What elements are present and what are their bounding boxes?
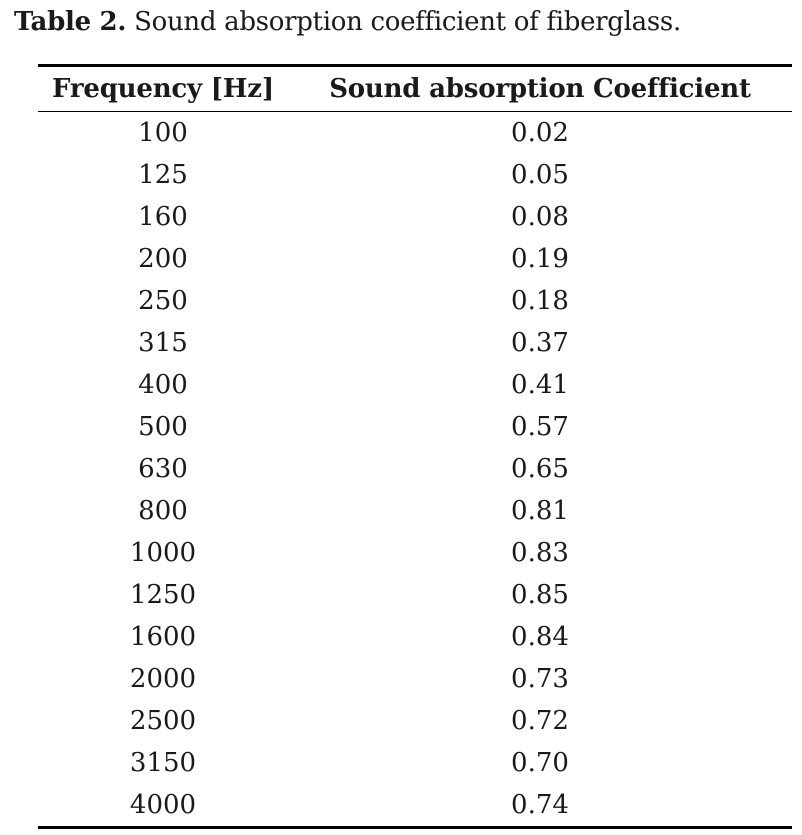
frequency-cell: 630	[138, 454, 188, 484]
frequency-cell: 800	[138, 496, 188, 526]
absorption-coefficient-cell: 0.05	[511, 160, 569, 190]
frequency-cell: 200	[138, 244, 188, 274]
absorption-coefficient-cell: 0.85	[511, 580, 569, 610]
frequency-cell: 125	[138, 160, 188, 190]
table-row	[38, 364, 792, 406]
absorption-coefficient-cell: 0.65	[511, 454, 569, 484]
absorption-coefficient-cell: 0.02	[511, 118, 569, 148]
absorption-coefficient-cell: 0.74	[511, 790, 569, 820]
table-row	[38, 574, 792, 616]
absorption-coefficient-cell: 0.57	[511, 412, 569, 442]
frequency-cell: 400	[138, 370, 188, 400]
table-row	[38, 238, 792, 280]
absorption-coefficient-cell: 0.72	[511, 706, 569, 736]
header-row	[38, 67, 792, 111]
frequency-cell: 1250	[129, 580, 197, 610]
absorption-coefficient-cell: 0.81	[511, 496, 569, 526]
data-table-body	[38, 112, 792, 826]
data-table	[38, 67, 792, 111]
frequency-cell: 250	[138, 286, 188, 316]
frequency-cell: 3150	[129, 748, 197, 778]
table-row	[38, 112, 792, 154]
frequency-cell: 100	[138, 118, 188, 148]
frequency-cell: 160	[138, 202, 188, 232]
frequency-cell: 1000	[129, 538, 197, 568]
absorption-coefficient-cell: 0.70	[511, 748, 569, 778]
table-row	[38, 280, 792, 322]
table-row	[38, 616, 792, 658]
table-row	[38, 658, 792, 700]
frequency-cell: 4000	[129, 790, 197, 820]
frequency-cell: 2500	[129, 706, 197, 736]
absorption-coefficient-cell: 0.41	[511, 370, 569, 400]
table-row	[38, 742, 792, 784]
table-row	[38, 490, 792, 532]
table-bottom-rule	[38, 826, 792, 829]
absorption-coefficient-cell: 0.84	[511, 622, 569, 652]
caption-text: Sound absorption coefficient of fiberglass.	[134, 7, 681, 37]
table-row	[38, 196, 792, 238]
table-row	[38, 322, 792, 364]
table-row	[38, 700, 792, 742]
table-row	[38, 448, 792, 490]
data-table-container	[38, 64, 792, 829]
absorption-coefficient-cell: 0.18	[511, 286, 569, 316]
column-header-frequency: Frequency [Hz]	[52, 74, 274, 104]
table-row	[38, 154, 792, 196]
absorption-coefficient-cell: 0.37	[511, 328, 569, 358]
frequency-cell: 1600	[129, 622, 197, 652]
table-caption	[14, 4, 681, 40]
frequency-cell: 500	[138, 412, 188, 442]
frequency-cell: 2000	[129, 664, 197, 694]
table-row	[38, 532, 792, 574]
absorption-coefficient-cell: 0.08	[511, 202, 569, 232]
absorption-coefficient-cell: 0.73	[511, 664, 569, 694]
absorption-coefficient-cell: 0.19	[511, 244, 569, 274]
table-row	[38, 784, 792, 826]
table-row	[38, 406, 792, 448]
absorption-coefficient-cell: 0.83	[511, 538, 569, 568]
column-header-absorption-coefficient: Sound absorption Coefficient	[329, 74, 751, 104]
frequency-cell: 315	[138, 328, 188, 358]
caption-label: Table 2.	[14, 7, 127, 37]
